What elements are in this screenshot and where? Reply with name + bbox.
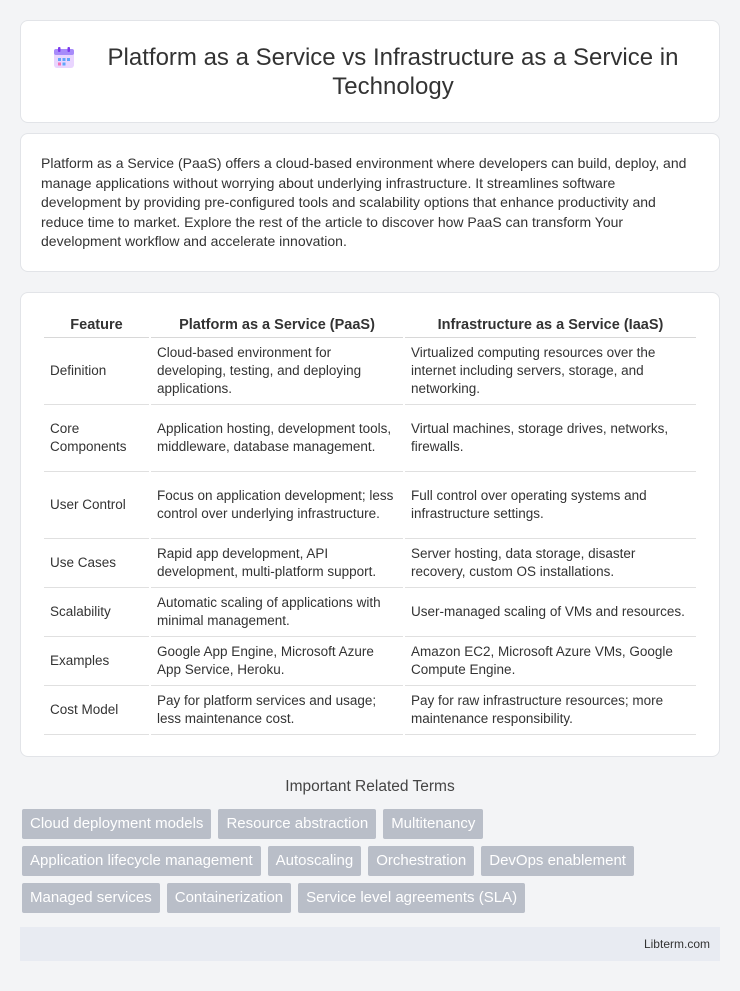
- row-paas: Automatic scaling of applications with minimal management.: [151, 588, 403, 637]
- row-feature: Core Components: [44, 405, 149, 472]
- row-feature: Definition: [44, 338, 149, 405]
- row-iaas: Amazon EC2, Microsoft Azure VMs, Google Compute Engine.: [405, 637, 696, 686]
- row-paas: Google App Engine, Microsoft Azure App Service, Heroku.: [151, 637, 403, 686]
- row-paas: Application hosting, development tools, middleware, database management.: [151, 405, 403, 472]
- intro-text: Platform as a Service (PaaS) offers a cloud-based environment where developers can build, deploy, and manage applications without worrying about underlying infrastructure. It streamlines software development by providing pre-configured tools and scalability options that enhance productivity and reduce time to market. Explore the rest of the article to discover how PaaS can transform Your development workflow and accelerate innovation.: [41, 155, 687, 250]
- row-feature: Scalability: [44, 588, 149, 637]
- related-terms-list: [22, 809, 722, 920]
- table-row: [44, 686, 696, 735]
- tag-managed-services[interactable]: Managed services: [22, 883, 160, 913]
- column-header-feature: Feature: [44, 313, 149, 338]
- tag-application-lifecycle-management[interactable]: Application lifecycle management: [22, 846, 261, 876]
- table-row: [44, 637, 696, 686]
- row-paas: Focus on application development; less control over underlying infrastructure.: [151, 472, 403, 539]
- row-feature: Cost Model: [44, 686, 149, 735]
- tag-orchestration[interactable]: Orchestration: [368, 846, 474, 876]
- table-row: [44, 539, 696, 588]
- row-feature: User Control: [44, 472, 149, 539]
- tag-multitenancy[interactable]: Multitenancy: [383, 809, 483, 839]
- row-paas: Rapid app development, API development, multi-platform support.: [151, 539, 403, 588]
- row-feature: Examples: [44, 637, 149, 686]
- tag-cloud-deployment-models[interactable]: Cloud deployment models: [22, 809, 211, 839]
- table-row: [44, 588, 696, 637]
- comparison-table-card: [20, 292, 720, 757]
- table-row: [44, 405, 696, 472]
- column-header-iaas: Infrastructure as a Service (IaaS): [405, 313, 696, 338]
- tag-resource-abstraction[interactable]: Resource abstraction: [218, 809, 376, 839]
- row-iaas: Full control over operating systems and infrastructure settings.: [405, 472, 696, 539]
- column-header-paas: Platform as a Service (PaaS): [151, 313, 403, 338]
- row-paas: Pay for platform services and usage; less maintenance cost.: [151, 686, 403, 735]
- row-iaas: Virtual machines, storage drives, networks, firewalls.: [405, 405, 696, 472]
- calendar-icon: [51, 45, 77, 71]
- related-terms-title: Important Related Terms: [285, 778, 455, 795]
- header-card: [20, 20, 720, 123]
- footer: [20, 927, 720, 961]
- row-iaas: Virtualized computing resources over the internet including servers, storage, and networking.: [405, 338, 696, 405]
- tag-row: [22, 846, 722, 876]
- row-iaas: Server hosting, data storage, disaster recovery, custom OS installations.: [405, 539, 696, 588]
- row-iaas: User-managed scaling of VMs and resources.: [405, 588, 696, 637]
- page-title: Platform as a Service vs Infrastructure as a Service in Technology: [107, 43, 679, 100]
- comparison-table: [42, 313, 698, 735]
- tag-row: [22, 883, 722, 913]
- row-feature: Use Cases: [44, 539, 149, 588]
- table-row: [44, 338, 696, 405]
- tag-containerization[interactable]: Containerization: [167, 883, 291, 913]
- intro-card: [20, 133, 720, 272]
- tag-devops-enablement[interactable]: DevOps enablement: [481, 846, 634, 876]
- row-paas: Cloud-based environment for developing, testing, and deploying applications.: [151, 338, 403, 405]
- row-iaas: Pay for raw infrastructure resources; more maintenance responsibility.: [405, 686, 696, 735]
- table-header-row: [44, 313, 696, 338]
- tag-row: [22, 809, 722, 839]
- footer-site-link[interactable]: Libterm.com: [643, 937, 710, 951]
- table-row: [44, 472, 696, 539]
- tag-autoscaling[interactable]: Autoscaling: [268, 846, 362, 876]
- tag-service-level-agreements[interactable]: Service level agreements (SLA): [298, 883, 525, 913]
